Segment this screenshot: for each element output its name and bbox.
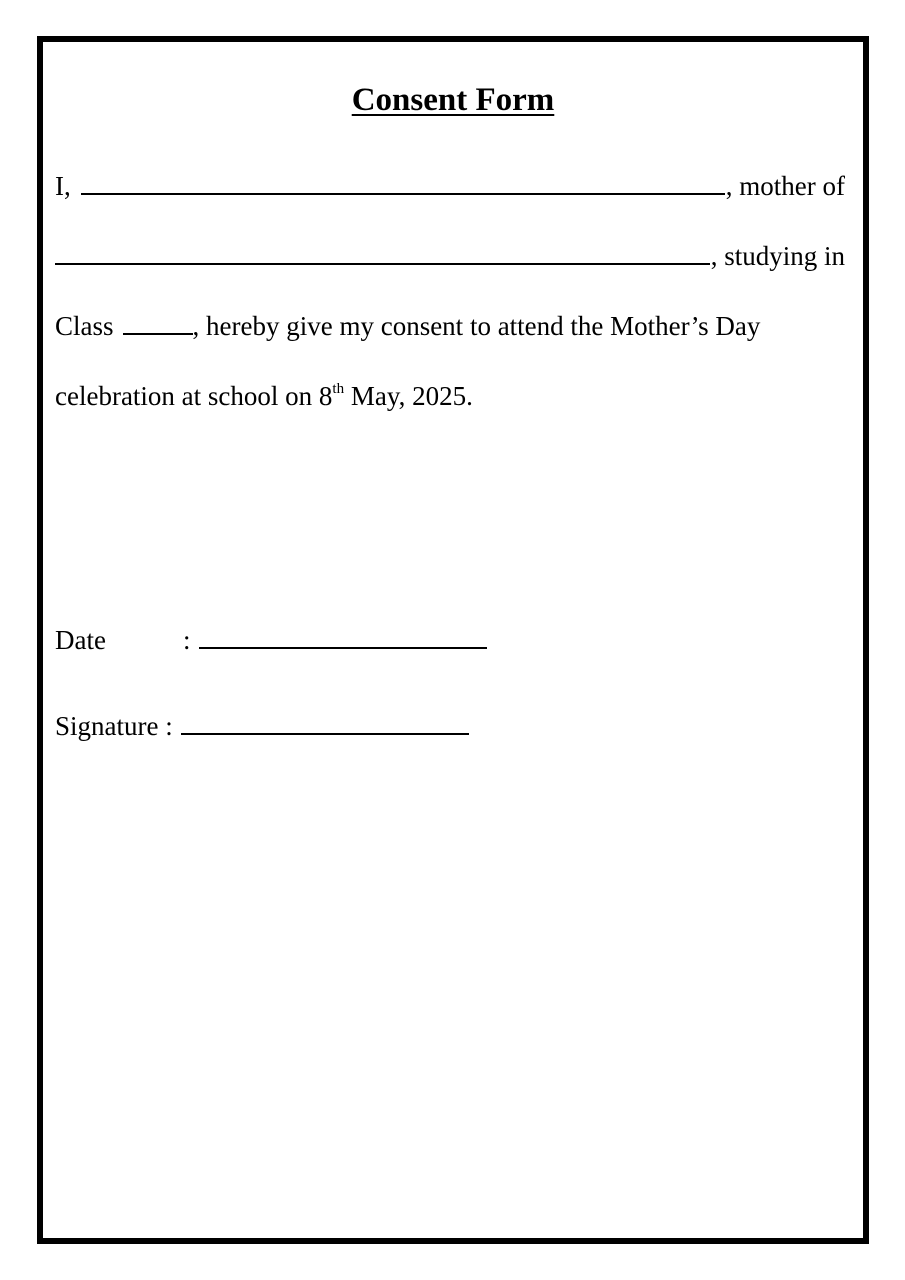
consent-line-4 xyxy=(55,376,845,416)
date-row xyxy=(55,620,487,660)
signature-field[interactable] xyxy=(181,709,469,735)
line3-suffix: , hereby give my consent to attend the Mother’s Day xyxy=(192,311,761,341)
ordinal-suffix: th xyxy=(332,381,345,397)
line2-suffix: , studying in xyxy=(710,241,845,271)
consent-line-3 xyxy=(55,306,845,346)
class-field[interactable] xyxy=(123,307,193,335)
child-name-field[interactable] xyxy=(55,239,710,265)
line1-prefix: I, xyxy=(55,171,71,201)
line4-suffix: May, 2025. xyxy=(344,381,473,411)
date-colon: : xyxy=(183,625,191,655)
line1-suffix: , mother of xyxy=(725,171,845,201)
signature-row xyxy=(55,706,469,746)
consent-line-2 xyxy=(55,236,845,276)
line3-prefix: Class xyxy=(55,311,114,341)
page-title: Consent Form xyxy=(351,82,555,118)
date-field[interactable] xyxy=(199,623,487,649)
date-label: Date xyxy=(55,625,106,655)
signature-label: Signature : xyxy=(55,711,173,741)
mother-name-field[interactable] xyxy=(81,169,725,195)
form-border xyxy=(37,36,869,1244)
line4-prefix: celebration at school on 8 xyxy=(55,381,333,411)
consent-line-1 xyxy=(55,166,845,206)
